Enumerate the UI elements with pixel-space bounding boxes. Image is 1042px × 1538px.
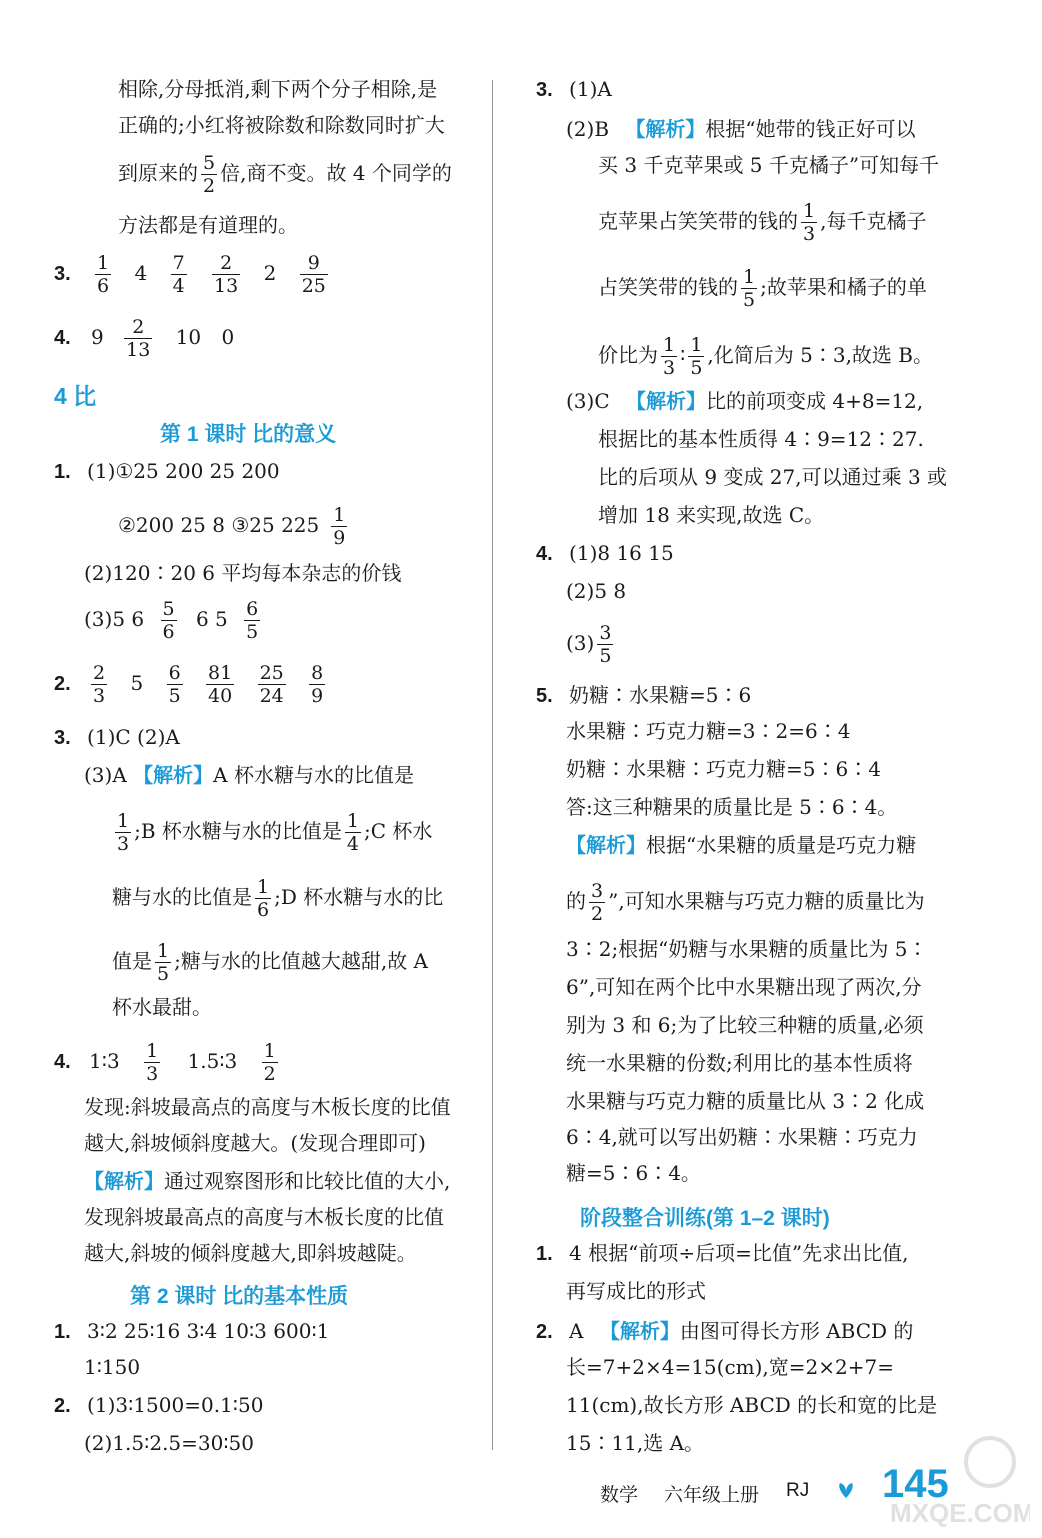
text-line: 3∶2;根据“奶糖与水果糖的质量比为 5∶: [566, 937, 928, 961]
leaf-icon: [836, 1480, 856, 1500]
text-line: 糖=5∶6∶4。: [566, 1161, 701, 1185]
text-line: 正确的;小红将被除数和除数同时扩大: [118, 113, 445, 137]
text-line: (2)5 8: [566, 579, 627, 603]
text-line: 越大,斜坡的倾斜度越大,即斜坡越陡。: [84, 1241, 417, 1265]
answer-3-line: 糖与水的比值是 $\frac{1}{6}$ ;D 杯水糖与水的比: [112, 876, 444, 921]
text-line: 别为 3 和 6;为了比较三种糖的质量,必须: [566, 1013, 924, 1037]
text-line-with-fraction: 占笑笑带的钱的 $\frac{1}{5}$ ;故苹果和橘子的单: [598, 266, 927, 311]
text-line: 越大,斜坡倾斜度越大。(发现合理即可): [84, 1131, 426, 1155]
answer-3-line: 杯水最甜。: [112, 995, 212, 1019]
answer-3-line: 3. (1)C (2)A: [54, 725, 180, 749]
stage-heading: 阶段整合训练(第 1–2 课时): [580, 1207, 830, 1230]
lesson-heading: 第 2 课时 比的基本性质: [130, 1285, 349, 1308]
answer-4-line: 4. 1∶3 $\frac{1}{3}$ 1.5∶3 $\frac{1}{2}$: [54, 1040, 276, 1085]
text-line: 5. 奶糖∶水果糖=5∶6: [536, 683, 752, 707]
answer-1-line: 1. (1)①25 200 25 200: [54, 459, 280, 483]
text-line: 3. (1)A: [536, 77, 612, 101]
text-line-with-fraction: 价比为 $\frac{1}{3}$ ∶ $\frac{1}{5}$ ,化简后为 5∶3,故选 B。: [598, 334, 933, 379]
lesson-heading: 第 1 课时 比的意义: [160, 423, 337, 446]
text-line: 水果糖∶巧克力糖=3∶2=6∶4: [566, 719, 851, 743]
text-line: 11(cm),故长方形 ABCD 的长和宽的比是: [566, 1393, 938, 1417]
text-line: 奶糖∶水果糖∶巧克力糖=5∶6∶4: [566, 757, 881, 781]
footer-edition: RJ: [786, 1480, 810, 1501]
column-divider: [492, 80, 493, 1450]
text-line: 水果糖与巧克力糖的质量比从 3∶2 化成: [566, 1089, 925, 1113]
text-line: (3)C 【解析】比的前项变成 4+8=12,: [566, 389, 924, 413]
text-line-with-fraction: 克苹果占笑笑带的钱的 $\frac{1}{3}$ ,每千克橘子: [598, 200, 927, 245]
text-line: 6”,可知在两个比中水果糖出现了两次,分: [566, 975, 922, 999]
text-line: 【解析】根据“水果糖的质量是巧克力糖: [566, 833, 917, 857]
text-line-with-fraction: 的 $\frac{3}{2}$ ”,可知水果糖与巧克力糖的质量比为: [566, 880, 925, 925]
text-line: 买 3 千克苹果或 5 千克橘子”可知每千: [598, 153, 940, 177]
text-line: 发现斜坡最高点的高度与木板长度的比值: [84, 1205, 444, 1229]
text-line: 比的后项从 9 变成 27,可以通过乘 3 或: [598, 465, 948, 489]
answer-3-line: 值是 $\frac{1}{5}$ ;糖与水的比值越大越甜,故 A: [112, 940, 428, 985]
answer-3-line: (3)A 【解析】A 杯水糖与水的比值是: [84, 763, 414, 787]
text-line: (2)B 【解析】根据“她带的钱正好可以: [566, 117, 916, 141]
answer-1-line: ②200 25 8 ③25 225 $\frac{1}{9}$: [118, 504, 346, 549]
text-line: 发现:斜坡最高点的高度与木板长度的比值: [84, 1095, 451, 1119]
text-line: 长=7+2×4=15(cm),宽=2×2+7=: [566, 1355, 894, 1379]
text-line-with-fraction: 到原来的 $\frac{5}{2}$ 倍,商不变。故 4 个同学的: [118, 152, 452, 197]
text-line: 2. (1)3∶1500=0.1∶50: [54, 1393, 264, 1417]
svg-text:MXQE.COM: MXQE.COM: [890, 1498, 1030, 1528]
footer-grade: 六年级上册: [664, 1485, 760, 1506]
text-line: 再写成比的形式: [566, 1279, 706, 1303]
text-line: 根据比的基本性质得 4∶9=12∶27.: [598, 427, 924, 451]
text-line: 方法都是有道理的。: [118, 213, 298, 237]
text-line: 统一水果糖的份数;利用比的基本性质将: [566, 1051, 913, 1075]
text-line: 相除,分母抵消,剩下两个分子相除,是: [118, 77, 438, 101]
text-line: 1∶150: [84, 1355, 141, 1379]
answer-3: 3. $\frac{1}{6}$ 4 $\frac{7}{4}$ $\frac{2}{13}$ 2 $\frac{9}{25}$: [54, 252, 326, 297]
text-line: 【解析】通过观察图形和比较比值的大小,: [84, 1169, 451, 1193]
text-line-with-fraction: (3) $\frac{3}{5}$: [566, 622, 612, 667]
fraction: $\frac{5}{2}$: [203, 152, 216, 197]
answer-1-line: (2)120∶20 6 平均每本杂志的价钱: [84, 561, 402, 585]
section-heading: 4 比: [54, 383, 97, 409]
answer-4: 4. 9 $\frac{2}{13}$ 10 0: [54, 316, 235, 361]
answer-1-line: (3)5 6 $\frac{5}{6}$ 6 5 $\frac{6}{5}$: [84, 598, 259, 643]
text-line: 增加 18 来实现,故选 C。: [598, 503, 825, 527]
text-line: 1. 4 根据“前项÷后项=比值”先求出比值,: [536, 1241, 909, 1265]
footer-subject: 数学: [600, 1485, 639, 1506]
text-line: 1. 3∶2 25∶16 3∶4 10∶3 600∶1: [54, 1319, 330, 1343]
text-line: 4. (1)8 16 15: [536, 541, 674, 565]
page-number: 145: [882, 1462, 949, 1506]
text-line: (2)1.5∶2.5=30∶50: [84, 1431, 255, 1455]
watermark-logo: [880, 1430, 1030, 1530]
text-line: 15∶11,选 A。: [566, 1431, 705, 1455]
text-line: 6∶4,就可以写出奶糖∶水果糖∶巧克力: [566, 1125, 918, 1149]
answer-3-line: $\frac{1}{3}$ ;B 杯水糖与水的比值是 $\frac{1}{4}$ ;C 杯水: [117, 810, 433, 855]
text-line: 2. A 【解析】由图可得长方形 ABCD 的: [536, 1319, 914, 1343]
text-line: 答:这三种糖果的质量比是 5∶6∶4。: [566, 795, 898, 819]
answer-2: 2. $\frac{2}{3}$ 5 $\frac{6}{5}$ $\frac{81}{40}$ $\frac{25}{24}$ $\frac{8}{9}$: [54, 662, 324, 707]
